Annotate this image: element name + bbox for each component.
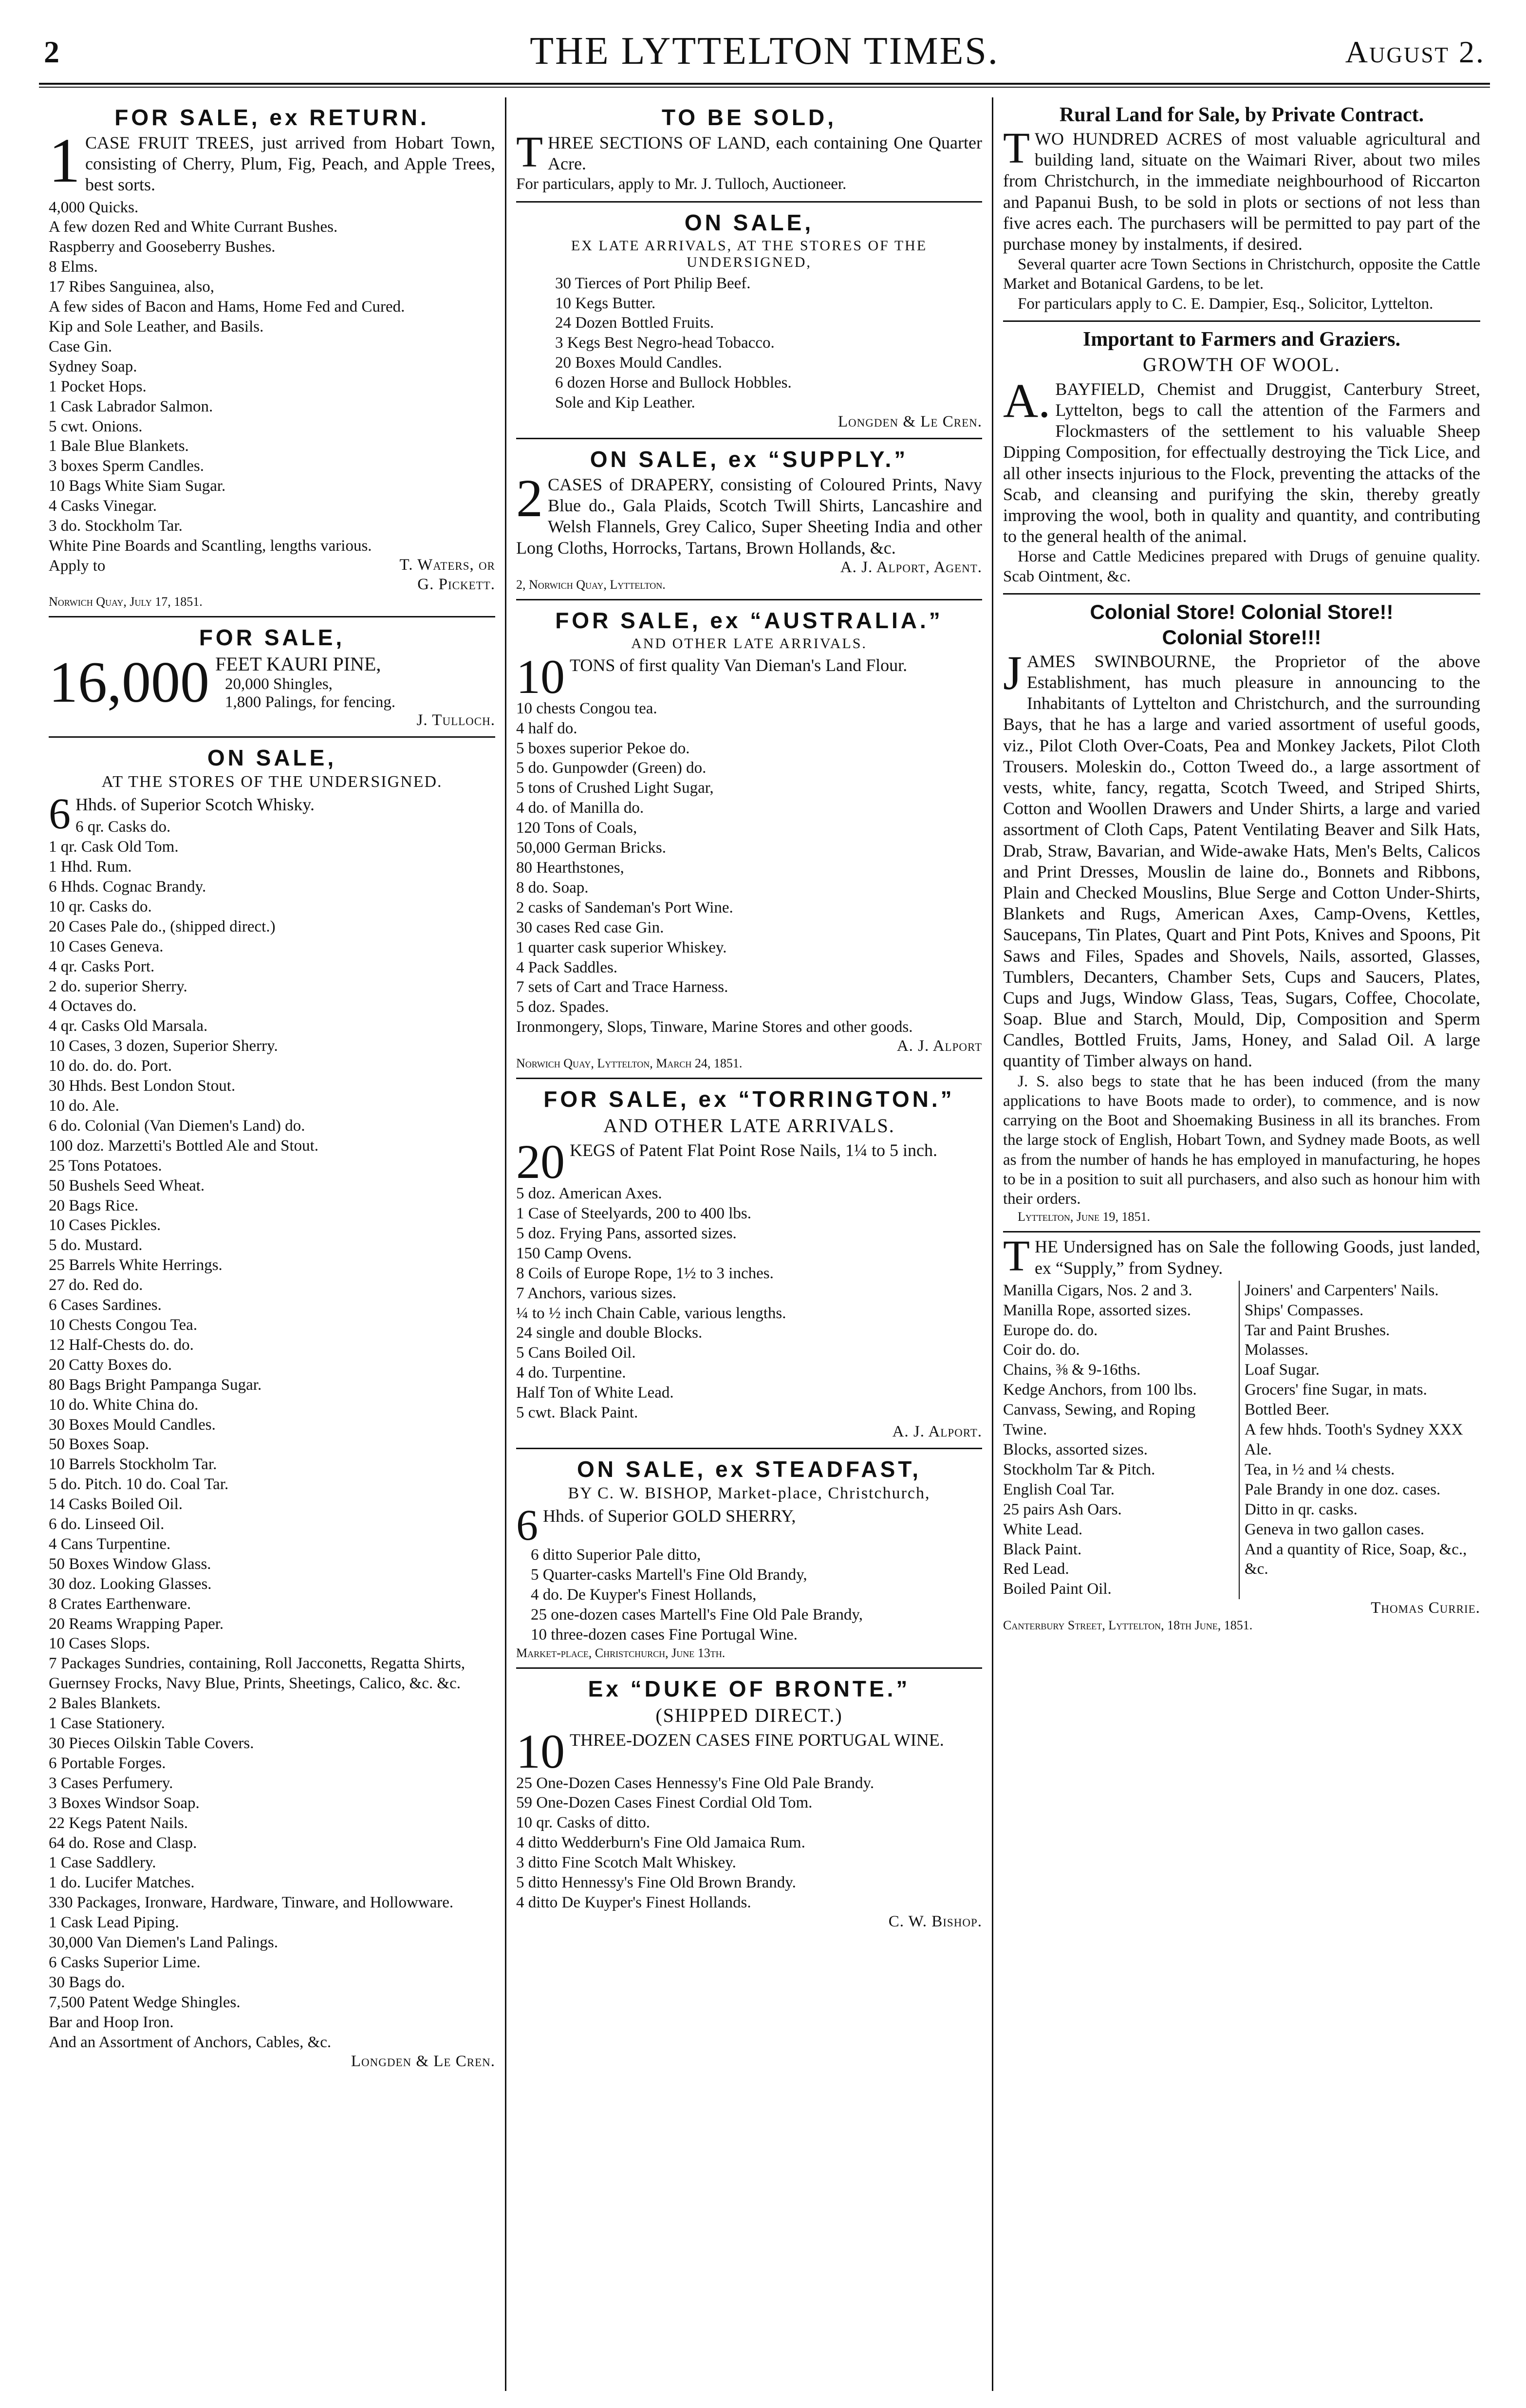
list-item: 20 Reams Wrapping Paper. [49,1615,224,1633]
list-item: 1 Cask Labrador Salmon. [49,397,213,415]
advert-stores [49,738,495,2077]
list-item: 4 Cans Turpentine. [49,1535,171,1553]
advert-lede [1003,124,1480,255]
signature: A. J. Alport. [892,1423,982,1440]
drop-initial: T [516,128,543,176]
list-item: 5 tons of Crushed Light Sugar, [516,779,714,797]
lede-text: Hhds. of Superior GOLD SHERRY, [543,1506,796,1526]
signature-2: G. Pickett. [417,576,495,594]
advert-lede [516,128,982,176]
advert-heading: Colonial Store! Colonial Store!! [1090,600,1394,623]
advert-lede [516,1501,982,1549]
list-item: 4,000 Quicks. [49,198,139,216]
list-item: Tar and Paint Brushes. [1245,1321,1390,1339]
list-item: 1 Bale Blue Blankets. [49,437,189,455]
item-list [516,1545,982,1645]
list-item: 25 One-Dozen Cases Hennessy's Fine Old Pale Brandy. [516,1774,875,1792]
signature: C. W. Bishop. [888,1912,982,1930]
list-item: 5 doz. American Axes. [516,1185,662,1203]
list-item: 6 Portable Forges. [49,1754,166,1772]
lede-text: CASES of DRAPERY, consisting of Coloured Prints, Navy Blue do., Gala Plaids, Scotch Twill Shirts, Lancashire and Welsh Flannels, Grey Calico, Super Sheeting India and other Long Cloths, Horrocks, Tartans, Brown Hollands, &c. [516,474,982,558]
goods-list-right [1245,1281,1480,1600]
list-item: 10 qr. Casks of ditto. [516,1814,651,1832]
list-item: 6 dozen Horse and Bullock Hobbles. [555,374,792,392]
list-item: 6 qr. Casks do. [75,818,171,836]
goods-columns [1003,1279,1480,1600]
lede-text: WO HUNDRED ACRES of most valuable agricultural and building land, situate on the Waimari River, about two miles from Christchurch, in the immediate neighbourhood of Riccarton and Papanui Bush, to be sold in plots or sections of not less than five acres each. The purchasers will be permitted to pay part of the purchase money by instalments, if desired. [1003,129,1480,254]
item-list [516,274,982,413]
list-item: 4 ditto Wedderburn's Fine Old Jamaica Rum. [516,1834,805,1852]
dateline: Canterbury Street, Lyttelton, 18th June, 1851. [1003,1618,1253,1633]
line-3: 1,800 Palings, for fencing. [225,693,396,711]
list-item: Pale Brandy in one doz. cases. [1245,1480,1441,1498]
drop-initial: T [1003,1232,1030,1281]
list-item: 7 Anchors, various sizes. [516,1284,677,1302]
paragraph-2: J. S. also begs to state that he has been induced (from the many applications to have Boots made to order), to commence, and is now carrying on the Boot and Shoemaking Business in all its branches. From the large stock of English, Hobart Town, and Sydney made Boots, as well as from the number of hands he has employed in manufacturing, he hopes to be in a position to suit all purchasers, and also such as honour him with their orders. [1003,1072,1480,1208]
list-item: 10 Cases, 3 dozen, Superior Sherry. [49,1037,278,1055]
advert-lede [516,468,982,559]
list-item: 4 Casks Vinegar. [49,497,157,515]
advert-late-arrivals [516,203,982,439]
advert-australia [516,600,982,1079]
list-item: 8 Crates Earthenware. [49,1595,191,1613]
item-list [516,699,982,1037]
list-item: 2 Bales Blankets. [49,1695,161,1713]
dateline: Norwich Quay, Lyttelton, March 24, 1851. [516,1056,743,1071]
advert-lede [49,126,495,196]
header-rule [39,85,1490,88]
list-item: 1 quarter cask superior Whiskey. [516,938,727,956]
list-item: 10 Cases Slops. [49,1635,150,1653]
list-item: 1 Pocket Hops. [49,377,147,395]
list-item: Europe do. do. [1003,1321,1098,1339]
list-item: 20 Boxes Mould Candles. [555,354,722,372]
list-item: 7 sets of Cart and Trace Harness. [516,978,728,996]
item-list [49,817,495,2052]
list-item: 4 Octaves do. [49,997,137,1015]
lede-text: HREE SECTIONS OF LAND, each containing One Quarter Acre. [547,133,982,174]
lede-text: HE Undersigned has on Sale the following Goods, just landed, ex “Supply,” from Sydney. [1034,1237,1480,1278]
list-item: 150 Camp Ovens. [516,1244,632,1262]
advert-supply [516,439,982,600]
list-item: ¼ to ½ inch Chain Cable, various lengths. [516,1304,786,1322]
list-item: Loaf Sugar. [1245,1361,1320,1379]
list-item: 4 do. of Manilla do. [516,799,644,817]
advert-kauri-pine [49,617,495,738]
list-item: Red Lead. [1003,1560,1069,1578]
list-item: 30 Pieces Oilskin Table Covers. [49,1735,254,1752]
list-item: Stockholm Tar & Pitch. [1003,1460,1155,1478]
lede-text: TONS of first quality Van Dieman's Land Flour. [570,655,908,675]
list-item: 10 do. Ale. [49,1097,119,1115]
list-item: 3 boxes Sperm Candles. [49,457,204,475]
list-item: 8 Elms. [49,258,98,276]
drop-initial: 10 [516,649,565,704]
list-item: 330 Packages, Ironware, Hardware, Tinware, and Hollowware. [49,1894,454,1912]
list-item: 4 half do. [516,719,577,737]
list-item: 4 do. De Kuyper's Finest Hollands, [531,1586,757,1604]
list-item: 50 Boxes Window Glass. [49,1555,211,1573]
list-item: 59 One-Dozen Cases Finest Cordial Old Tom. [516,1794,813,1812]
advert-subheading: GROWTH OF WOOL. [1143,353,1340,375]
advert-steadfast [516,1449,982,1669]
list-item: Case Gin. [49,337,112,355]
list-item: 5 doz. Spades. [516,998,609,1016]
list-item: Black Paint. [1003,1540,1082,1558]
list-item: 10 do. do. do. Port. [49,1057,172,1075]
advert-subheading: (SHIPPED DIRECT.) [655,1704,843,1726]
advert-heading: ON SALE, [684,209,814,235]
list-item: 14 Casks Boiled Oil. [49,1495,183,1513]
list-item: 7,500 Patent Wedge Shingles. [49,1993,241,2011]
list-item: A few hhds. Tooth's Sydney XXX Ale. [1245,1421,1463,1458]
item-list [516,1773,982,1913]
list-item: A few sides of Bacon and Hams, Home Fed and Cured. [49,298,405,316]
list-item: Raspberry and Gooseberry Bushes. [49,238,276,256]
paragraph-2: Several quarter acre Town Sections in Christchurch, opposite the Cattle Market and Botanical Gardens, to be let. [1003,256,1480,293]
advert-lede [1003,373,1480,547]
list-item: Canvass, Sewing, and Roping Twine. [1003,1401,1196,1439]
list-item: 50 Boxes Soap. [49,1436,149,1454]
list-item: 5 do. Pitch. 10 do. Coal Tar. [49,1475,229,1493]
drop-initial: 6 [516,1501,538,1549]
list-item: 10 three-dozen cases Fine Portugal Wine. [531,1625,798,1643]
list-item: 10 Barrels Stockholm Tar. [49,1456,217,1474]
list-item: 80 Hearthstones, [516,859,624,877]
list-item: Tea, in ½ and ¼ chests. [1245,1460,1395,1478]
advert-lede [516,1135,982,1189]
list-item: Boiled Paint Oil. [1003,1580,1112,1598]
list-item: 6 ditto Superior Pale ditto, [531,1546,701,1564]
list-item: 3 Kegs Best Negro-head Tobacco. [555,334,775,352]
lede-text: AMES SWINBOURNE, the Proprietor of the above Establishment, has much pleasure in announcing to the Inhabitants of Lyttelton and Christchurch, and the surrounding Bays, that he has a large and varied assortment of useful goods, viz., Pilot Cloth Over-Coats, Pea and Monkey Jackets, Pilot Cloth Trousers. Moleskin do., Cotton Tweed do., a large assortment of vests, white, fancy, regatta, Scotch Tweed, and Striped Shirts, Cotton and Woollen Drawers and Under Shirts, a large and varied assortment of Cloth Caps, Patent Ventilating Beaver and Silk Hats, Drab, Straw, Bavarian, and Wide-awake Hats, Men's Belts, Calicos and Print Dresses, Mouslin de laine do., Bonnets and Ribbons, Plain and Checked Mouslins, Blue Serge and Cotton Under-Shirts, Blankets and Rugs, American Axes, Camp-Ovens, Kettles, Saucepans, Tin Plates, Quart and Pint Pots, Knives and Spoons, Pit Saws and Files, Spades and Shovels, Nails, assorted, Glasses, Tumblers, Decanters, Chamber Sets, Cups and Saucers, Plates, Cups and Jugs, Window Glass, Teas, Sugars, Coffee, Chocolate, Soap. Blue and Starch, Mould, Dip, Composition and Sperm Candles, Bottled Fruits, Jams, Honey, and Salad Oil. A large quantity of Timber always on hand. [1003,651,1480,1071]
list-item: 4 qr. Casks Port. [49,957,155,975]
drop-initial: 2 [516,468,543,528]
list-item: 5 ditto Hennessy's Fine Old Brown Brandy. [516,1874,796,1892]
drop-initial: 10 [516,1724,565,1778]
advert-heading: FOR SALE, ex “AUSTRALIA.” [555,607,943,633]
list-item: 3 Boxes Windsor Soap. [49,1794,200,1812]
dateline: 2, Norwich Quay, Lyttelton. [516,577,666,592]
list-item: 25 Tons Potatoes. [49,1157,162,1175]
page-number: 2 [44,35,59,69]
list-item: Half Ton of White Lead. [516,1384,674,1402]
list-item: Kip and Sole Leather, and Basils. [49,318,264,336]
big-quantity: 16,000 [49,649,209,714]
list-item: 5 doz. Frying Pans, assorted sizes. [516,1224,737,1242]
line-2: 20,000 Shingles, [225,675,333,693]
signature: A. J. Alport [896,1037,982,1055]
list-item: 20 Cases Pale do., (shipped direct.) [49,917,276,935]
list-item: 8 Coils of Europe Rope, 1½ to 3 inches. [516,1264,774,1282]
advert-subheading: AND OTHER LATE ARRIVALS. [603,1115,895,1137]
list-item: 6 Cases Sardines. [49,1296,162,1314]
list-item: Ditto in qr. casks. [1245,1500,1358,1518]
advert-heading: TO BE SOLD, [661,105,837,130]
advert-torrington [516,1079,982,1449]
list-item: 4 Pack Saddles. [516,958,618,976]
list-item: 4 qr. Casks Old Marsala. [49,1017,208,1035]
list-item: Blocks, assorted sizes. [1003,1441,1148,1458]
list-item: 30 doz. Looking Glasses. [49,1575,212,1593]
list-item: Molasses. [1245,1341,1309,1359]
list-item: 2 do. superior Sherry. [49,977,187,995]
advert-heading: ON SALE, ex STEADFAST, [577,1456,922,1482]
list-item: 6 do. Colonial (Van Diemen's Land) do. [49,1117,305,1135]
advert-lede [1003,1232,1480,1281]
item-list [516,1184,982,1423]
advert-subheading: EX LATE ARRIVALS, AT THE STORES OF THE UNDERSIGNED, [571,237,928,270]
list-item: 24 single and double Blocks. [516,1324,703,1342]
list-item: 4 do. Turpentine. [516,1364,626,1382]
list-item: Geneva in two gallon cases. [1245,1520,1425,1538]
advert-heading: FOR SALE, [199,625,345,651]
advert-heading: Ex “DUKE OF BRONTE.” [588,1676,911,1701]
list-item: 5 Cans Boiled Oil. [516,1344,636,1362]
list-item: 3 do. Stockholm Tar. [49,517,183,535]
list-item: 120 Tons of Coals, [516,819,637,837]
list-item: 1 Cask Lead Piping. [49,1914,179,1932]
signature: Thomas Currie. [1371,1599,1480,1617]
advert-colonial-store [1003,595,1480,1233]
advert-heading-2: Colonial Store!!! [1162,625,1321,649]
list-item: Chains, ⅜ & 9-16ths. [1003,1361,1141,1379]
list-item: 12 Half-Chests do. do. [49,1336,194,1354]
dateline: Lyttelton, June 19, 1851. [1018,1210,1150,1224]
list-item: 30,000 Van Diemen's Land Palings. [49,1934,278,1952]
lede-text: THREE-DOZEN CASES FINE PORTUGAL WINE. [570,1730,944,1750]
lede-text: CASE FRUIT TREES, just arrived from Hobart Town, consisting of Cherry, Plum, Fig, Peach, and Apple Trees, best sorts. [85,133,495,195]
drop-initial: 6 [49,790,71,839]
list-item: 1 Hhd. Rum. [49,858,132,876]
list-item: 6 Hhds. Cognac Brandy. [49,878,206,896]
advert-subheading: AT THE STORES OF THE UNDERSIGNED. [101,773,443,791]
column-2 [506,97,993,2391]
advert-heading: FOR SALE, ex RETURN. [114,105,429,130]
paragraph-3: For particulars apply to C. E. Dampier, Esq., Solicitor, Lyttelton. [1018,295,1433,313]
list-item: 22 Kegs Patent Nails. [49,1814,188,1832]
issue-date: August 2. [1345,35,1485,69]
drop-initial: A. [1003,373,1051,428]
list-item: 10 qr. Casks do. [49,897,152,915]
signature: Longden & Le Cren. [837,412,982,430]
list-item: 5 boxes superior Pekoe do. [516,739,690,757]
list-item: 10 Chests Congou Tea. [49,1316,198,1334]
list-item: 10 Cases Pickles. [49,1216,161,1234]
list-item: English Coal Tar. [1003,1480,1115,1498]
list-item: 1 Case Stationery. [49,1715,165,1733]
signature: T. Waters, or [399,556,495,574]
list-item: 30 Tierces of Port Philip Beef. [555,274,751,292]
drop-initial: J [1003,645,1022,700]
list-item: Ships' Compasses. [1245,1301,1364,1319]
advert-land-sections [516,97,982,203]
list-item: 5 Quarter-casks Martell's Fine Old Brandy, [531,1566,807,1584]
masthead [39,19,1490,85]
list-item: 1 Case Saddlery. [49,1854,156,1872]
newspaper-page [39,19,1490,2391]
list-item: 30 Bags do. [49,1973,125,1991]
lede-text: Hhds. of Superior Scotch Whisky. [75,795,315,815]
advert-heading: FOR SALE, ex “TORRINGTON.” [543,1086,955,1112]
list-item: 80 Bags Bright Pampanga Sugar. [49,1376,262,1394]
goods-list-left [1003,1281,1240,1600]
list-item: 10 do. White China do. [49,1396,199,1414]
advert-body: For particulars, apply to Mr. J. Tulloch, Auctioneer. [516,175,847,193]
list-item: White Pine Boards and Scantling, lengths various. [49,537,372,555]
lede-text: BAYFIELD, Chemist and Druggist, Canterbury Street, Lyttelton, begs to call the attention of the Farmers and Flockmasters of the settlement to his valuable Sheep Dipping Composition, for effectually destroying the Tick Lice, and all other insects injurious to the Flock, preventing the attacks of the Scab, and cleansing and purifying the skin, thereby greatly improving the wool, both in quality and quantity, and contributing to the general health of the animal. [1003,379,1480,546]
advert-fruit-trees [49,97,495,617]
list-item: 25 one-dozen cases Martell's Fine Old Pale Brandy, [531,1605,863,1624]
line-1: FEET KAURI PINE, [215,653,381,675]
list-item: 10 Kegs Butter. [555,294,656,312]
columns [39,97,1490,2391]
list-item: 1 do. Lucifer Matches. [49,1874,195,1892]
list-item: 6 do. Linseed Oil. [49,1515,165,1533]
list-item: 7 Packages Sundries, containing, Roll Jacconetts, Regatta Shirts, Guernsey Frocks, Navy Blue, Prints, Sheetings, Calico, &c. &c. [49,1655,465,1693]
list-item: 5 do. Mustard. [49,1236,143,1254]
advert-duke-of-bronte [516,1669,982,1938]
list-item: White Lead. [1003,1520,1083,1538]
list-item: 30 cases Red case Gin. [516,918,664,936]
list-item: Coir do. do. [1003,1341,1080,1359]
list-item: 1 Case of Steelyards, 200 to 400 lbs. [516,1205,752,1223]
advert-subheading: AND OTHER LATE ARRIVALS. [631,635,867,652]
list-item: 25 Barrels White Herrings. [49,1256,223,1274]
list-item: Manilla Cigars, Nos. 2 and 3. [1003,1281,1192,1299]
drop-initial: 1 [49,126,80,196]
advert-lede [516,1724,982,1778]
item-list [49,198,495,556]
list-item: Grocers' fine Sugar, in mats. [1245,1381,1427,1399]
list-item: 10 chests Congou tea. [516,699,657,717]
list-item: 4 ditto De Kuyper's Finest Hollands. [516,1893,751,1911]
list-item: A few dozen Red and White Currant Bushes. [49,218,338,236]
list-item: 64 do. Rose and Clasp. [49,1834,197,1852]
apply-label: Apply to [49,557,106,575]
column-1 [39,97,506,2391]
list-item: 20 Bags Rice. [49,1196,139,1214]
signature: Longden & Le Cren. [351,2052,495,2070]
advert-heading: ON SALE, ex “SUPPLY.” [590,446,909,472]
list-item: Joiners' and Carpenters' Nails. [1245,1281,1439,1299]
list-item: 5 do. Gunpowder (Green) do. [516,759,707,777]
list-item: 24 Dozen Bottled Fruits. [555,314,714,332]
list-item: 30 Boxes Mould Candles. [49,1416,216,1434]
list-item: 17 Ribes Sanguinea, also, [49,278,215,296]
list-item: 3 ditto Fine Scotch Malt Whiskey. [516,1854,736,1872]
list-item: 27 do. Red do. [49,1276,143,1294]
list-item: 50,000 German Bricks. [516,839,666,857]
list-item: Bar and Hoop Iron. [49,2013,174,2031]
list-item: 100 doz. Marzetti's Bottled Ale and Stout. [49,1137,319,1155]
list-item: Sydney Soap. [49,357,137,375]
drop-initial: 20 [516,1135,565,1189]
column-3 [993,97,1490,2391]
list-item: And a quantity of Rice, Soap, &c., &c. [1245,1540,1467,1578]
list-item: Bottled Beer. [1245,1401,1330,1419]
list-item: Ironmongery, Slops, Tinware, Marine Stores and other goods. [516,1018,913,1036]
signature: J. Tulloch. [416,711,495,729]
advert-sheep-dip [1003,322,1480,595]
advert-heading: Important to Farmers and Graziers. [1082,328,1401,351]
newspaper-title: THE LYTTELTON TIMES. [530,30,999,73]
list-item: 50 Bushels Seed Wheat. [49,1176,205,1195]
list-item: 3 Cases Perfumery. [49,1774,173,1792]
dateline: Norwich Quay, July 17, 1851. [49,595,203,609]
advert-heading: Rural Land for Sale, by Private Contract. [1059,104,1424,126]
advert-rural-land [1003,97,1480,322]
advert-lede [516,649,982,704]
list-item: Kedge Anchors, from 100 lbs. [1003,1381,1197,1399]
list-item: Sole and Kip Leather. [555,394,695,412]
list-item: 8 do. Soap. [516,878,589,896]
drop-initial: T [1003,124,1030,172]
list-item: 20 Catty Boxes do. [49,1356,172,1374]
list-item: And an Assortment of Anchors, Cables, &c. [49,2033,332,2051]
list-item: 25 pairs Ash Oars. [1003,1500,1122,1518]
list-item: 6 Casks Superior Lime. [49,1953,201,1971]
list-item: 5 cwt. Black Paint. [516,1404,638,1422]
advert-lede [1003,645,1480,1072]
dateline: Market-place, Christchurch, June 13th. [516,1645,726,1660]
list-item: Manilla Rope, assorted sizes. [1003,1301,1191,1319]
signature: A. J. Alport, Agent. [840,558,982,576]
list-item: 30 Hhds. Best London Stout. [49,1077,236,1095]
lede-text: KEGS of Patent Flat Point Rose Nails, 1¼ to 5 inch. [570,1140,937,1160]
list-item: 2 casks of Sandeman's Port Wine. [516,898,733,916]
list-item: 1 qr. Cask Old Tom. [49,838,179,856]
advert-subheading: BY C. W. BISHOP, Market-place, Christchurch, [568,1484,930,1502]
list-item: 5 cwt. Onions. [49,417,143,435]
list-item: 10 Bags White Siam Sugar. [49,477,226,495]
list-item: 10 Cases Geneva. [49,937,164,955]
paragraph-2: Horse and Cattle Medicines prepared with Drugs of genuine quality. Scab Ointment, &c. [1003,548,1480,585]
advert-currie [1003,1232,1480,1640]
advert-heading: ON SALE, [207,745,337,771]
